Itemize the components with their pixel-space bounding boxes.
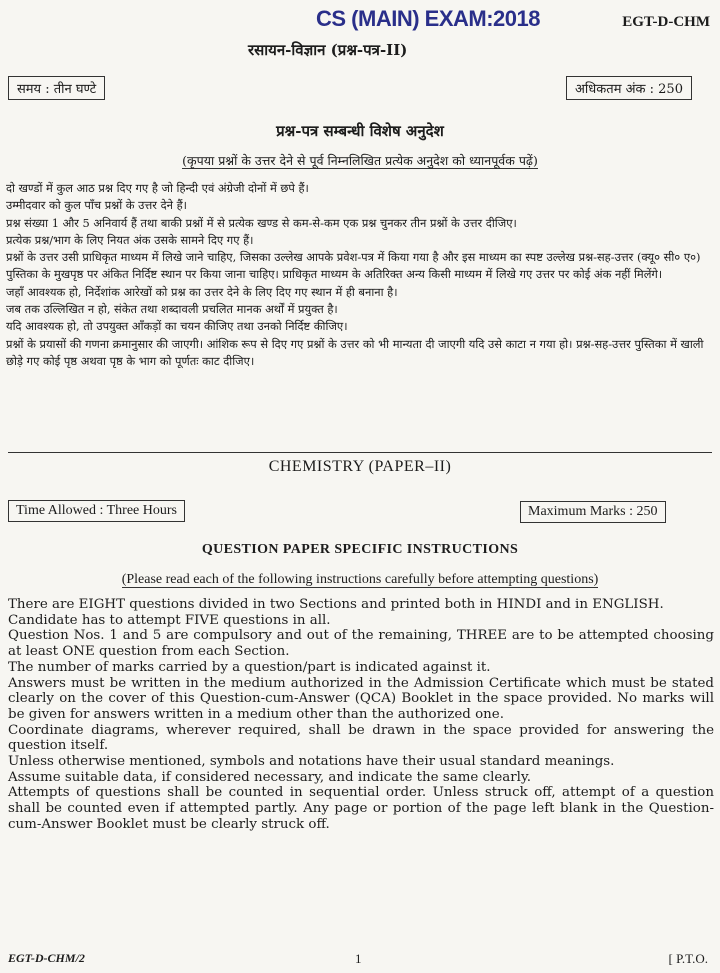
hindi-instruction: प्रश्न संख्या 1 और 5 अनिवार्य हैं तथा बाकी प्रश्नों में से प्रत्येक खण्ड से कम-से-कम एक प्रश्न चुनकर तीन प्रश्नों के उत्तर दीजिए।	[6, 215, 517, 230]
english-instruction: There are EIGHT questions divided in two Sections and printed both in HINDI and in ENGLISH.	[8, 597, 664, 612]
exam-title: CS (MAIN) EXAM:2018	[316, 6, 540, 31]
english-instruction: Question Nos. 1 and 5 are compulsory and out of the remaining, THREE are to be attempted choosing at least ONE question from each Section.	[8, 628, 714, 660]
hindi-instruction: प्रश्नों के प्रयासों की गणना क्रमानुसार की जाएगी। आंशिक रूप से दिए गए प्रश्नों के उत्तर को भी मान्यता दी जाएगी यदि उसे काटा न गया हो। प्रश्न-सह-उत्तर पुस्तिका में खाली छोड़े गए कोई पृष्ठ अथवा पृष्ठ के भाग को पूर्णतः काट दीजिए।	[6, 336, 704, 368]
english-note-text: (Please read each of the following instructions carefully before attempting questions)	[121, 572, 599, 587]
english-instruction-list	[8, 597, 714, 833]
english-instruction: Coordinate diagrams, wherever required, shall be drawn in the space provided for answering the question itself.	[8, 722, 714, 754]
hindi-instructions-heading: प्रश्न-पत्र सम्बन्धी विशेष अनुदेश	[276, 122, 444, 140]
hindi-instruction: जहाँ आवश्यक हो, निर्देशांक आरेखों को प्रश्न का उत्तर देने के लिए दिए गए स्थान में ही बनाना है।	[6, 284, 398, 299]
hindi-max-marks-box: अधिकतम अंक : 250	[566, 76, 692, 100]
hindi-instruction: यदि आवश्यक हो, तो उपयुक्त आँकड़ों का चयन कीजिए तथा उनको निर्दिष्ट कीजिए।	[6, 319, 348, 334]
english-instruction: The number of marks carried by a question/part is indicated against it.	[8, 659, 491, 675]
english-instruction: Answers must be written in the medium authorized in the Admission Certificate which must be stated clearly on the cover of this Question-cum-Answer (QCA) Booklet in the space provided. No marks will be given for answers written in a medium other than the authorized one.	[8, 675, 714, 722]
hindi-note-text: (कृपया प्रश्नों के उत्तर देने से पूर्व निम्नलिखित प्रत्येक अनुदेश को ध्यानपूर्वक पढ़ें)	[182, 153, 538, 168]
page-number: 1	[355, 951, 362, 966]
english-instruction: Candidate has to attempt FIVE questions in all.	[8, 612, 331, 628]
english-instruction: Unless otherwise mentioned, symbols and notations have their usual standard meanings.	[8, 754, 615, 770]
english-subject-title: CHEMISTRY (PAPER–II)	[268, 458, 452, 475]
english-instruction: Assume suitable data, if considered necessary, and indicate the same clearly.	[8, 769, 531, 785]
footer-paper-code: EGT-D-CHM/2	[8, 951, 85, 965]
hindi-instruction: जब तक उल्लिखित न हो, संकेत तथा शब्दावली प्रचलित मानक अर्थों में प्रयुक्त है।	[6, 302, 338, 317]
hindi-time-box: समय : तीन घण्टे	[8, 76, 105, 100]
hindi-note	[0, 152, 720, 169]
english-max-marks-box: Maximum Marks : 250	[520, 501, 666, 523]
english-instruction: Attempts of questions shall be counted in sequential order. Unless struck off, attempt of a question shall be counted even if attempted partly. Any page or portion of the page left blank in the Question-cum-Answer Booklet must be clearly struck off.	[8, 785, 714, 832]
hindi-instruction: प्रश्नों के उत्तर उसी प्राधिकृत माध्यम में लिखे जाने चाहिए, जिसका उल्लेख आपके प्रवेश-पत्र में किया गया है और इस माध्यम का स्पष्ट उल्लेख प्रश्न-सह-उत्तर (क्यू० सी० ए०) पुस्तिका के मुखपृष्ठ पर अंकित निर्दिष्ट स्थान पर किया जाना चाहिए। प्राधिकृत माध्यम के अतिरिक्त अन्य किसी माध्यम में लिखे गए उत्तर पर कोई अंक नहीं मिलेंगे।	[6, 250, 701, 282]
hindi-instruction-list	[6, 180, 714, 370]
hindi-subject-title: रसायन-विज्ञान (प्रश्न-पत्र-II)	[248, 41, 408, 59]
hindi-instruction: दो खण्डों में कुल आठ प्रश्न दिए गए है जो हिन्दी एवं अंग्रेजी दोनों में छपे हैं।	[6, 181, 309, 195]
hindi-instruction: उम्मीदवार को कुल पाँच प्रश्नों के उत्तर देने हैं।	[6, 198, 187, 213]
paper-code: EGT-D-CHM	[622, 14, 710, 30]
english-instructions-heading: QUESTION PAPER SPECIFIC INSTRUCTIONS	[201, 542, 519, 557]
hindi-instruction: प्रत्येक प्रश्न/भाग के लिए नियत अंक उसके सामने दिए गए हैं।	[6, 232, 254, 247]
english-note	[0, 572, 720, 588]
please-turn-over: [ P.T.O.	[668, 951, 708, 966]
section-divider	[8, 452, 712, 453]
english-time-box: Time Allowed : Three Hours	[8, 500, 185, 522]
